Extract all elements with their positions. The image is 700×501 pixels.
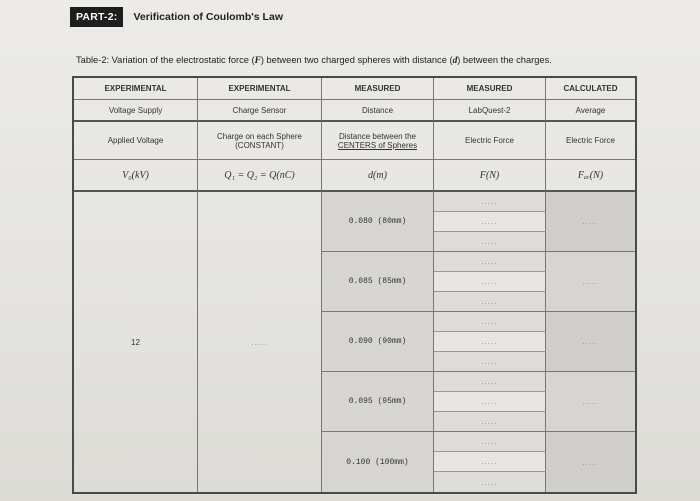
caption-force-symbol: F <box>254 56 261 66</box>
force-trial-cell[interactable]: ..... <box>434 272 546 292</box>
table-caption <box>76 55 636 66</box>
header-measured-1: MEASURED <box>322 78 434 100</box>
part-title: Verification of Coulomb's Law <box>133 11 283 23</box>
force-trial-cell[interactable]: ..... <box>434 452 546 472</box>
symbol-distance: d(m) <box>322 160 434 192</box>
voltage-value-cell[interactable]: 12 <box>74 192 198 492</box>
header-measured-2: MEASURED <box>434 78 546 100</box>
part-badge: PART-2: <box>70 7 123 27</box>
average-force-cell[interactable]: ..... <box>546 252 635 312</box>
distance-cell: 0.080 (80mm) <box>322 192 434 252</box>
average-force-cell[interactable]: ..... <box>546 312 635 372</box>
symbol-voltage: V₀(kV) <box>74 160 198 192</box>
force-trial-cell[interactable]: ..... <box>434 332 546 352</box>
force-trial-cell[interactable]: ..... <box>434 212 546 232</box>
distance-cell: 0.100 (100mm) <box>322 432 434 492</box>
force-trial-cell[interactable]: ..... <box>434 372 546 392</box>
force-trial-cell[interactable]: ..... <box>434 232 546 252</box>
caption-middle: ) between two charged spheres with distance ( <box>260 55 453 65</box>
force-trial-cell[interactable]: ..... <box>434 412 546 432</box>
header-electric-force: Electric Force <box>434 122 546 160</box>
force-trial-cell[interactable]: ..... <box>434 392 546 412</box>
force-trial-cell[interactable]: ..... <box>434 292 546 312</box>
symbol-force: F(N) <box>434 160 546 192</box>
header-charge-sensor: Charge Sensor <box>198 100 322 122</box>
header-applied-voltage: Applied Voltage <box>74 122 198 160</box>
header-labquest: LabQuest-2 <box>434 100 546 122</box>
symbol-average-force: Fₐᵥ(N) <box>546 160 635 192</box>
header-average: Average <box>546 100 635 122</box>
force-trial-cell[interactable]: ..... <box>434 312 546 332</box>
symbol-charge: Q₁ = Q₂ = Q(nC) <box>198 160 322 192</box>
coulomb-table <box>72 76 637 494</box>
caption-suffix: ) between the charges. <box>457 55 552 65</box>
header-voltage-supply: Voltage Supply <box>74 100 198 122</box>
header-electric-force-avg: Electric Force <box>546 122 635 160</box>
average-force-cell[interactable]: ..... <box>546 372 635 432</box>
header-distance-centers <box>322 122 434 160</box>
average-force-cell[interactable]: ..... <box>546 432 635 492</box>
average-force-cell[interactable]: ..... <box>546 192 635 252</box>
header-calculated: CALCULATED <box>546 78 635 100</box>
charge-value-cell[interactable]: ..... <box>198 192 322 492</box>
force-trial-cell[interactable]: ..... <box>434 352 546 372</box>
header-distance: Distance <box>322 100 434 122</box>
distance-cell: 0.095 (95mm) <box>322 372 434 432</box>
header-distance-line1: Distance between the <box>339 131 416 141</box>
force-trial-cell[interactable]: ..... <box>434 432 546 452</box>
caption-distance-symbol: d <box>452 56 458 66</box>
header-distance-line2: CENTERS of Spheres <box>337 140 418 150</box>
force-trial-cell[interactable]: ..... <box>434 472 546 492</box>
distance-cell: 0.090 (90mm) <box>322 312 434 372</box>
header-experimental-1: EXPERIMENTAL <box>74 78 198 100</box>
part-header <box>70 6 283 28</box>
header-charge-each-sphere: Charge on each Sphere (CONSTANT) <box>198 122 322 160</box>
header-experimental-2: EXPERIMENTAL <box>198 78 322 100</box>
caption-prefix: Table-2: Variation of the electrostatic force ( <box>76 55 255 65</box>
distance-cell: 0.085 (85mm) <box>322 252 434 312</box>
force-trial-cell[interactable]: ..... <box>434 252 546 272</box>
force-trial-cell[interactable]: ..... <box>434 192 546 212</box>
